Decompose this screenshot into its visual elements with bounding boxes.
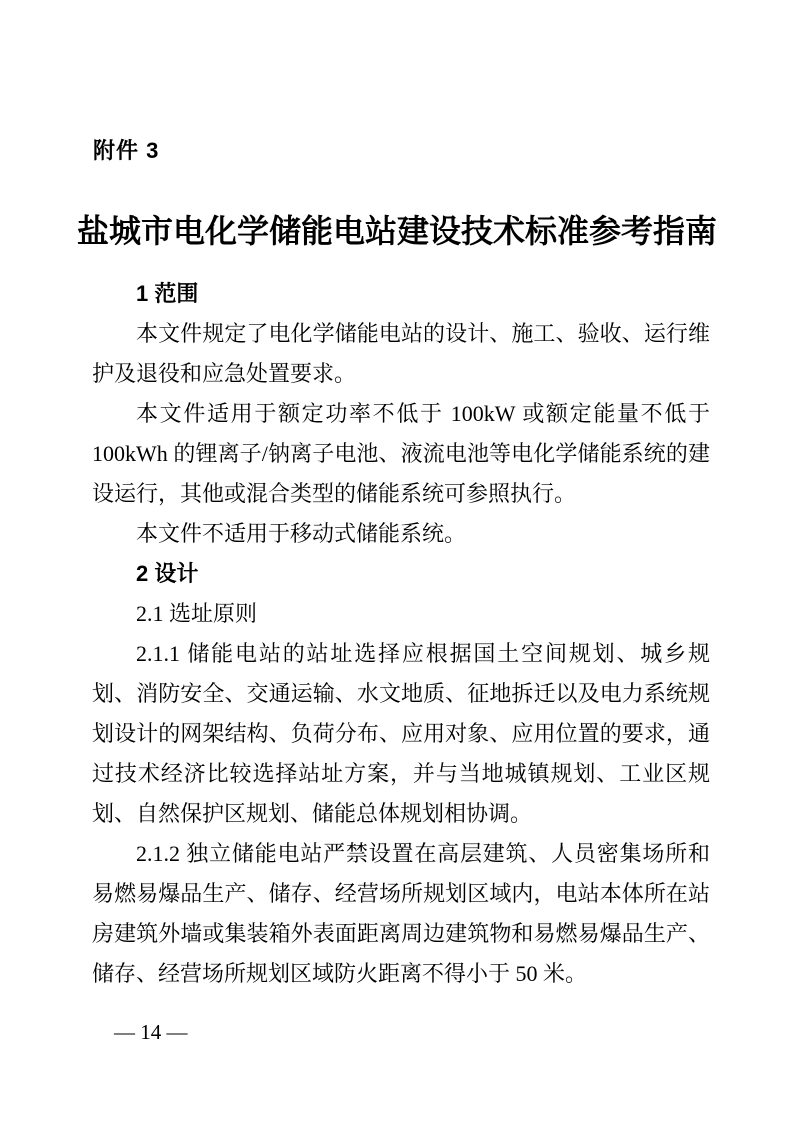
section-heading-scope: 1 范围 bbox=[136, 281, 199, 306]
paragraph-siting-2-1-1: 2.1.1 储能电站的站址选择应根据国土空间规划、城乡规划、消防安全、交通运输、水文地质、征地拆迁以及电力系统规划设计的网架结构、负荷分布、应用对象、应用位置的要求，通过技术经济比较选择站址方案，并与当地城镇规划、工业区规划、自然保护区规划、储能总体规划相协调。 bbox=[92, 641, 710, 826]
page-number: — 14 — bbox=[114, 1020, 188, 1044]
paragraph-scope-1: 本文件规定了电化学储能电站的设计、施工、验收、运行维护及退役和应急处置要求。 bbox=[92, 321, 710, 386]
paragraph-siting-2-1-2: 2.1.2 独立储能电站严禁设置在高层建筑、人员密集场所和易燃易爆品生产、储存、经营场所规划区域内，电站本体所在站房建筑外墙或集装箱外表面距离周边建筑物和易燃易爆品生产、储存、经营场所规划区域防火距离不得小于 50 米。 bbox=[92, 841, 710, 986]
page-title: 盐城市电化学储能电站建设技术标准参考指南 bbox=[76, 213, 717, 249]
section-heading-design: 2 设计 bbox=[136, 561, 199, 586]
attachment-label: 附件 3 bbox=[93, 138, 160, 163]
document-body bbox=[92, 274, 710, 994]
paragraph-scope-3: 本文件不适用于移动式储能系统。 bbox=[136, 521, 467, 546]
paragraph-scope-2: 本文件适用于额定功率不低于 100kW 或额定能量不低于 100kWh 的锂离子/钠离子电池、液流电池等电化学储能系统的建设运行，其他或混合类型的储能系统可参照执行。 bbox=[92, 401, 710, 506]
subsection-heading-siting-principles: 2.1 选址原则 bbox=[136, 601, 258, 626]
